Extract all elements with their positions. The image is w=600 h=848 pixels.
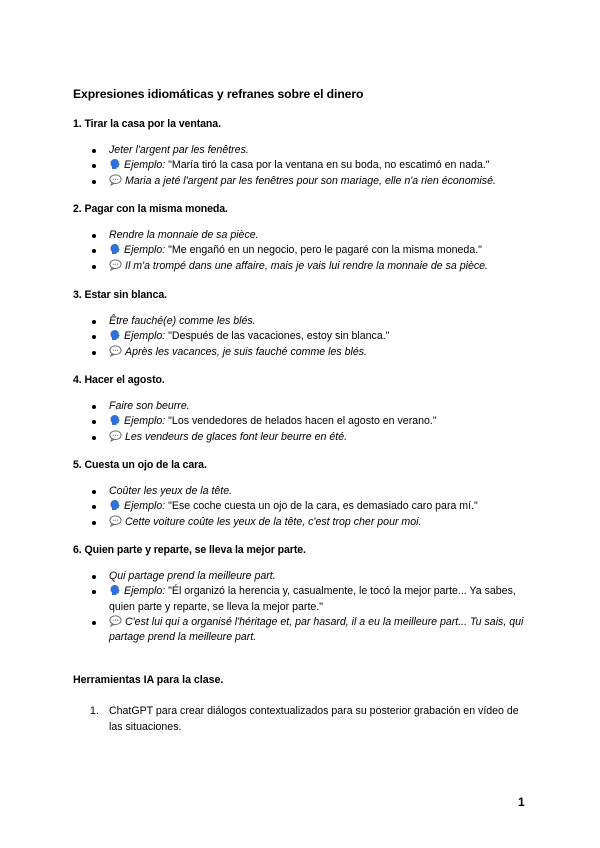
section-list: [90, 314, 530, 360]
tools-list-item: [90, 703, 530, 735]
french-equivalent: Être fauché(e) comme les blés.: [90, 314, 530, 329]
speech-balloon-icon: [109, 430, 122, 442]
french-equivalent: Coûter les yeux de la tête.: [90, 484, 530, 499]
section-heading: 1. Tirar la casa por la ventana.: [73, 118, 221, 130]
speaking-head-icon: [109, 499, 121, 511]
tools-heading: Herramientas IA para la clase.: [73, 674, 224, 686]
section-heading: 3. Estar sin blanca.: [73, 289, 167, 301]
french-equivalent: Jeter l'argent par les fenêtres.: [90, 143, 530, 158]
example-item: Ejemplo: "Después de las vacaciones, estoy sin blanca.": [90, 329, 530, 344]
speaking-head-icon: [109, 414, 121, 426]
speaking-head-icon: [109, 329, 121, 341]
french-equivalent: Faire son beurre.: [90, 399, 530, 414]
section-list: [90, 484, 530, 530]
speaking-head-icon: [109, 243, 121, 255]
speaking-head-icon: [109, 158, 121, 170]
section-heading: 2. Pagar con la misma moneda.: [73, 203, 228, 215]
section-heading: 4. Hacer el agosto.: [73, 374, 165, 386]
section-list: [90, 569, 530, 645]
section-heading: 6. Quien parte y reparte, se lleva la mejor parte.: [73, 544, 306, 556]
section-list: [90, 143, 530, 189]
example-item: Ejemplo: "Ese coche cuesta un ojo de la cara, es demasiado caro para mí.": [90, 499, 530, 514]
speaking-head-icon: [109, 584, 121, 596]
translation-item: C'est lui qui a organisé l'héritage et, par hasard, il a eu la meilleure part... Tu sais, qui partage prend la meilleure part.: [90, 615, 530, 646]
french-equivalent: Qui partage prend la meilleure part.: [90, 569, 530, 584]
speech-balloon-icon: [109, 615, 122, 627]
page-title: Expresiones idiomáticas y refranes sobre el dinero: [73, 87, 364, 101]
translation-item: Les vendeurs de glaces font leur beurre en été.: [90, 430, 530, 445]
speech-balloon-icon: [109, 515, 122, 527]
example-item: Ejemplo: "Él organizó la herencia y, casualmente, le tocó la mejor parte... Ya sabes, quien parte y reparte, se lleva la mejor parte.": [90, 584, 530, 615]
speech-balloon-icon: [109, 174, 122, 186]
translation-item: Après les vacances, je suis fauché comme les blés.: [90, 345, 530, 360]
example-item: Ejemplo: "Me engañó en un negocio, pero le pagaré con la misma moneda.": [90, 243, 530, 258]
page-number: 1: [518, 795, 525, 809]
tools-item-text: ChatGPT para crear diálogos contextualizados para su posterior grabación en vídeo de las situaciones.: [109, 705, 519, 733]
list-number: 1.: [90, 705, 99, 717]
speech-balloon-icon: [109, 345, 122, 357]
translation-item: Cette voiture coûte les yeux de la tête, c'est trop cher pour moi.: [90, 515, 530, 530]
french-equivalent: Rendre la monnaie de sa pièce.: [90, 228, 530, 243]
section-list: [90, 399, 530, 445]
section-list: [90, 228, 530, 274]
example-item: Ejemplo: "María tiró la casa por la ventana en su boda, no escatimó en nada.": [90, 158, 530, 173]
section-heading: 5. Cuesta un ojo de la cara.: [73, 459, 207, 471]
translation-item: Il m'a trompé dans une affaire, mais je vais lui rendre la monnaie de sa pièce.: [90, 259, 530, 274]
speech-balloon-icon: [109, 259, 122, 271]
translation-item: Maria a jeté l'argent par les fenêtres pour son mariage, elle n'a rien économisé.: [90, 174, 530, 189]
example-item: Ejemplo: "Los vendedores de helados hacen el agosto en verano.": [90, 414, 530, 429]
tools-list: [90, 703, 530, 735]
